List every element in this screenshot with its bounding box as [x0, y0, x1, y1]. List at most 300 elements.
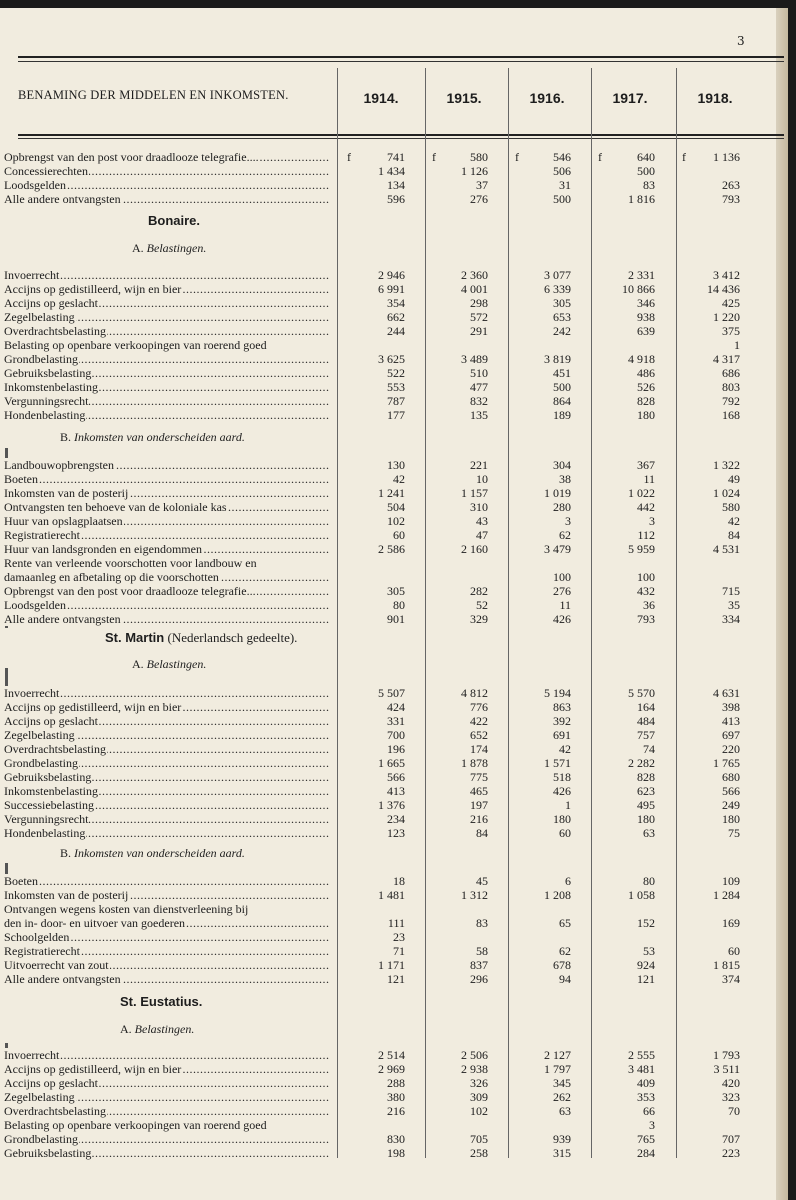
- value-cell: 425: [722, 296, 740, 310]
- value-cell: 510: [470, 366, 488, 380]
- value-cell: 100: [553, 570, 571, 584]
- document-page: [0, 8, 788, 1200]
- row-label: Belasting op openbare verkoopingen van roerend goed: [4, 1118, 267, 1132]
- value-cell: 465: [470, 784, 488, 798]
- row-label: Boeten .....: [4, 874, 330, 888]
- value-cell: 596: [387, 192, 405, 206]
- value-cell: 1 322: [713, 458, 740, 472]
- value-cell: 18: [393, 874, 405, 888]
- row-label: Zegelbelasting .....: [4, 728, 330, 742]
- row-label: Uitvoerrecht van zout .....: [4, 958, 330, 972]
- value-cell: 484: [637, 714, 655, 728]
- row-label: Opbrengst van den post voor draadlooze telegrafie.... .....: [4, 150, 330, 164]
- value-cell: 216: [387, 1104, 405, 1118]
- value-cell: 45: [476, 874, 488, 888]
- value-cell: 291: [470, 324, 488, 338]
- value-cell: 60: [728, 944, 740, 958]
- value-cell: 23: [393, 930, 405, 944]
- value-cell: 392: [553, 714, 571, 728]
- value-cell: 197: [470, 798, 488, 812]
- row-label: Huur van opslagplaatsen .....: [4, 514, 330, 528]
- value-cell: 2 160: [461, 542, 488, 556]
- value-cell: 422: [470, 714, 488, 728]
- subsection-heading: A. Belastingen.: [132, 657, 207, 671]
- value-cell: 864: [553, 394, 571, 408]
- value-cell: 234: [387, 812, 405, 826]
- row-label: Boeten .....: [4, 472, 330, 486]
- value-cell: 282: [470, 584, 488, 598]
- value-cell: 309: [470, 1090, 488, 1104]
- value-cell: 6 991: [378, 282, 405, 296]
- table-row: [0, 486, 788, 500]
- value-cell: 486: [637, 366, 655, 380]
- value-cell: 346: [637, 296, 655, 310]
- row-label: Inkomstenbelasting .....: [4, 380, 330, 394]
- value-cell: 180: [637, 408, 655, 422]
- row-label: Opbrengst van den post voor draadlooze telegrafie... .....: [4, 584, 330, 598]
- value-cell: 6 339: [544, 282, 571, 296]
- value-cell: 775: [470, 770, 488, 784]
- value-cell: 1 665: [378, 756, 405, 770]
- value-cell: 305: [553, 296, 571, 310]
- value-cell: 196: [387, 742, 405, 756]
- year-header-1914: 1914.: [363, 90, 399, 106]
- value-cell: 1: [734, 338, 740, 352]
- value-cell: 216: [470, 812, 488, 826]
- row-label: Ontvangen wegens kosten van dienstverleening bij: [4, 902, 249, 916]
- value-cell: 495: [637, 798, 655, 812]
- value-cell: 1 136: [713, 150, 740, 164]
- value-cell: 380: [387, 1090, 405, 1104]
- value-cell: 1 878: [461, 756, 488, 770]
- value-cell: 66: [643, 1104, 655, 1118]
- value-cell: 5 194: [544, 686, 571, 700]
- row-label: Registratierecht .....: [4, 944, 330, 958]
- value-cell: 242: [553, 324, 571, 338]
- value-cell: 43: [476, 514, 488, 528]
- row-label: Huur van landsgronden en eigendommen .....: [4, 542, 330, 556]
- value-cell: 2 938: [461, 1062, 488, 1076]
- value-cell: 1 024: [713, 486, 740, 500]
- table-row: [0, 458, 788, 472]
- row-label: Accijns op gedistilleerd, wijn en bier .....: [4, 1062, 330, 1076]
- value-cell: 276: [553, 584, 571, 598]
- row-label: Concessierechten .....: [4, 164, 330, 178]
- page-number: 3: [737, 34, 745, 48]
- value-cell: 74: [643, 742, 655, 756]
- value-cell: 1 312: [461, 888, 488, 902]
- value-cell: 1 126: [461, 164, 488, 178]
- value-cell: 1 208: [544, 888, 571, 902]
- value-cell: 938: [637, 310, 655, 324]
- table-row: [0, 714, 788, 728]
- column-header-label: BENAMING DER MIDDELEN EN INKOMSTEN.: [18, 88, 289, 102]
- value-cell: 14 436: [707, 282, 740, 296]
- header-bottom-rule: [18, 134, 784, 136]
- value-cell: 830: [387, 1132, 405, 1146]
- value-cell: 2 127: [544, 1048, 571, 1062]
- value-cell: 35: [728, 598, 740, 612]
- value-cell: 639: [637, 324, 655, 338]
- table-row: [0, 784, 788, 798]
- value-cell: 198: [387, 1146, 405, 1160]
- value-cell: 80: [643, 874, 655, 888]
- value-cell: 652: [470, 728, 488, 742]
- value-cell: 315: [553, 1146, 571, 1160]
- table-row: [0, 1076, 788, 1090]
- table-row: [0, 324, 788, 338]
- row-label: Ontvangsten ten behoeve van de koloniale kas .....: [4, 500, 330, 514]
- value-cell: 168: [722, 408, 740, 422]
- value-cell: 757: [637, 728, 655, 742]
- table-row: [0, 756, 788, 770]
- row-label: Schoolgelden .....: [4, 930, 330, 944]
- value-cell: 38: [559, 472, 571, 486]
- value-cell: 3 625: [378, 352, 405, 366]
- value-cell: 1 797: [544, 1062, 571, 1076]
- row-label: Alle andere ontvangsten .....: [4, 192, 330, 206]
- value-cell: 111: [387, 916, 405, 930]
- value-cell: 828: [637, 770, 655, 784]
- currency-symbol: f: [682, 150, 686, 164]
- value-cell: 1 571: [544, 756, 571, 770]
- value-cell: 221: [470, 458, 488, 472]
- value-cell: 500: [637, 164, 655, 178]
- value-cell: 662: [387, 310, 405, 324]
- value-cell: 680: [722, 770, 740, 784]
- table-row: [0, 826, 788, 840]
- value-cell: 3 412: [713, 268, 740, 282]
- value-cell: 837: [470, 958, 488, 972]
- value-cell: 174: [470, 742, 488, 756]
- row-label: Belasting op openbare verkoopingen van roerend goed: [4, 338, 267, 352]
- value-cell: 3: [565, 514, 571, 528]
- value-cell: 121: [637, 972, 655, 986]
- row-label: Hondenbelasting .....: [4, 408, 330, 422]
- value-cell: 100: [637, 570, 655, 584]
- row-label: Gebruiksbelasting .....: [4, 1146, 330, 1160]
- table-row: [0, 742, 788, 756]
- value-cell: 310: [470, 500, 488, 514]
- value-cell: 2 946: [378, 268, 405, 282]
- value-cell: 546: [553, 150, 571, 164]
- value-cell: 572: [470, 310, 488, 324]
- value-cell: 354: [387, 296, 405, 310]
- value-cell: 3: [649, 514, 655, 528]
- value-cell: 152: [637, 916, 655, 930]
- value-cell: 705: [470, 1132, 488, 1146]
- value-cell: 288: [387, 1076, 405, 1090]
- value-cell: 2 506: [461, 1048, 488, 1062]
- value-cell: 4 001: [461, 282, 488, 296]
- value-cell: 5 507: [378, 686, 405, 700]
- value-cell: 164: [637, 700, 655, 714]
- value-cell: 323: [722, 1090, 740, 1104]
- currency-symbol: f: [432, 150, 436, 164]
- table-row: [0, 944, 788, 958]
- value-cell: 180: [553, 812, 571, 826]
- value-cell: 451: [553, 366, 571, 380]
- table-row: [0, 556, 788, 570]
- value-cell: 220: [722, 742, 740, 756]
- value-cell: 263: [722, 178, 740, 192]
- row-label: Successiebelasting .....: [4, 798, 330, 812]
- value-cell: 304: [553, 458, 571, 472]
- table-row: [0, 570, 788, 584]
- value-cell: 65: [559, 916, 571, 930]
- value-cell: 426: [553, 784, 571, 798]
- table-row: [0, 178, 788, 192]
- value-cell: 715: [722, 584, 740, 598]
- table-row: [0, 472, 788, 486]
- value-cell: 691: [553, 728, 571, 742]
- row-label: Inkomsten van de posterij .....: [4, 486, 330, 500]
- value-cell: 1 376: [378, 798, 405, 812]
- value-cell: 305: [387, 584, 405, 598]
- row-label: Gebruiksbelasting .....: [4, 770, 330, 784]
- table-row: [0, 1132, 788, 1146]
- value-cell: 686: [722, 366, 740, 380]
- subsection-heading: A. Belastingen.: [132, 241, 207, 255]
- subsection-heading: B. Inkomsten van onderscheiden aard.: [60, 846, 245, 860]
- value-cell: 3 077: [544, 268, 571, 282]
- value-cell: 102: [387, 514, 405, 528]
- row-label: Inkomsten van de posterij .....: [4, 888, 330, 902]
- value-cell: 169: [722, 916, 740, 930]
- value-cell: 2 586: [378, 542, 405, 556]
- value-cell: 526: [637, 380, 655, 394]
- value-cell: 84: [728, 528, 740, 542]
- table-row: [0, 770, 788, 784]
- table-row: [0, 1048, 788, 1062]
- value-cell: 398: [722, 700, 740, 714]
- row-label: Accijns op gedistilleerd, wijn en bier .....: [4, 700, 330, 714]
- value-cell: 94: [559, 972, 571, 986]
- row-label: Zegelbelasting .....: [4, 1090, 330, 1104]
- value-cell: 60: [559, 826, 571, 840]
- value-cell: 793: [637, 612, 655, 626]
- row-label: Overdrachtsbelasting .....: [4, 1104, 330, 1118]
- value-cell: 4 317: [713, 352, 740, 366]
- row-label: Accijns op geslacht .....: [4, 1076, 330, 1090]
- value-cell: 1 022: [628, 486, 655, 500]
- value-cell: 6: [565, 874, 571, 888]
- value-cell: 700: [387, 728, 405, 742]
- value-cell: 375: [722, 324, 740, 338]
- value-cell: 334: [722, 612, 740, 626]
- value-cell: 121: [387, 972, 405, 986]
- value-cell: 63: [643, 826, 655, 840]
- row-label: Accijns op geslacht .....: [4, 714, 330, 728]
- value-cell: 326: [470, 1076, 488, 1090]
- value-cell: 518: [553, 770, 571, 784]
- value-cell: 135: [470, 408, 488, 422]
- value-cell: 765: [637, 1132, 655, 1146]
- row-label: damaanleg en afbetaling op die voorschotten .....: [4, 570, 330, 584]
- value-cell: 832: [470, 394, 488, 408]
- value-cell: 75: [728, 826, 740, 840]
- table-row: [0, 1146, 788, 1160]
- value-cell: 522: [387, 366, 405, 380]
- value-cell: 420: [722, 1076, 740, 1090]
- value-cell: 331: [387, 714, 405, 728]
- value-cell: 109: [722, 874, 740, 888]
- table-row: [0, 958, 788, 972]
- top-rule-thin: [18, 61, 784, 62]
- value-cell: 284: [637, 1146, 655, 1160]
- value-cell: 2 514: [378, 1048, 405, 1062]
- value-cell: 1 171: [378, 958, 405, 972]
- year-header-1915: 1915.: [446, 90, 482, 106]
- table-row: [0, 352, 788, 366]
- value-cell: 413: [722, 714, 740, 728]
- value-cell: 244: [387, 324, 405, 338]
- value-cell: 180: [637, 812, 655, 826]
- table-row: [0, 192, 788, 206]
- value-cell: 580: [470, 150, 488, 164]
- table-row: [0, 700, 788, 714]
- row-label: Landbouwopbrengsten .....: [4, 458, 330, 472]
- year-header-1917: 1917.: [612, 90, 648, 106]
- value-cell: 2 969: [378, 1062, 405, 1076]
- value-cell: 63: [559, 1104, 571, 1118]
- value-cell: 367: [637, 458, 655, 472]
- table-row: [0, 972, 788, 986]
- row-label: Overdrachtsbelasting .....: [4, 742, 330, 756]
- value-cell: 53: [643, 944, 655, 958]
- value-cell: 276: [470, 192, 488, 206]
- value-cell: 793: [722, 192, 740, 206]
- value-cell: 180: [722, 812, 740, 826]
- table-row: [0, 1062, 788, 1076]
- value-cell: 3 489: [461, 352, 488, 366]
- table-row: [0, 874, 788, 888]
- value-cell: 566: [722, 784, 740, 798]
- value-cell: 1 284: [713, 888, 740, 902]
- value-cell: 2 282: [628, 756, 655, 770]
- value-cell: 707: [722, 1132, 740, 1146]
- value-cell: 1 220: [713, 310, 740, 324]
- value-cell: 353: [637, 1090, 655, 1104]
- value-cell: 678: [553, 958, 571, 972]
- value-cell: 3: [649, 1118, 655, 1132]
- row-label: Loodsgelden .....: [4, 598, 330, 612]
- value-cell: 653: [553, 310, 571, 324]
- table-row: [0, 798, 788, 812]
- value-cell: 83: [643, 178, 655, 192]
- value-cell: 442: [637, 500, 655, 514]
- value-cell: 2 331: [628, 268, 655, 282]
- year-header-1916: 1916.: [529, 90, 565, 106]
- value-cell: 1 765: [713, 756, 740, 770]
- header-bottom-rule-thin: [18, 138, 784, 139]
- value-cell: 10 866: [622, 282, 655, 296]
- row-label: Zegelbelasting .....: [4, 310, 330, 324]
- value-cell: 42: [559, 742, 571, 756]
- row-label: den in- door- en uitvoer van goederen .....: [4, 916, 330, 930]
- value-cell: 1 793: [713, 1048, 740, 1062]
- row-label: Accijns op gedistilleerd, wijn en bier .....: [4, 282, 330, 296]
- value-cell: 1 434: [378, 164, 405, 178]
- value-cell: 280: [553, 500, 571, 514]
- value-cell: 42: [728, 514, 740, 528]
- value-cell: 500: [553, 380, 571, 394]
- value-cell: 2 555: [628, 1048, 655, 1062]
- value-cell: 787: [387, 394, 405, 408]
- value-cell: 112: [637, 528, 655, 542]
- table-row: [0, 612, 788, 626]
- value-cell: 504: [387, 500, 405, 514]
- row-label: Rente van verleende voorschotten voor landbouw en: [4, 556, 257, 570]
- value-cell: 62: [559, 944, 571, 958]
- table-row: [0, 542, 788, 556]
- value-cell: 828: [637, 394, 655, 408]
- value-cell: 477: [470, 380, 488, 394]
- value-cell: 1 157: [461, 486, 488, 500]
- value-cell: 11: [643, 472, 655, 486]
- value-cell: 10: [476, 472, 488, 486]
- value-cell: 52: [476, 598, 488, 612]
- value-cell: 424: [387, 700, 405, 714]
- value-cell: 11: [559, 598, 571, 612]
- value-cell: 623: [637, 784, 655, 798]
- value-cell: 640: [637, 150, 655, 164]
- value-cell: 345: [553, 1076, 571, 1090]
- row-label: Grondbelasting .....: [4, 756, 330, 770]
- table-row: [0, 584, 788, 598]
- row-label: Invoerrecht .....: [4, 686, 330, 700]
- value-cell: 2 360: [461, 268, 488, 282]
- table-row: [0, 1118, 788, 1132]
- row-label: Alle andere ontvangsten .....: [4, 612, 330, 626]
- section-heading: St. Eustatius.: [120, 994, 203, 1009]
- table-row: [0, 282, 788, 296]
- table-row: [0, 916, 788, 930]
- table-row: [0, 310, 788, 324]
- value-cell: 5 570: [628, 686, 655, 700]
- value-cell: 3 479: [544, 542, 571, 556]
- value-cell: 84: [476, 826, 488, 840]
- value-cell: 249: [722, 798, 740, 812]
- value-cell: 1 815: [713, 958, 740, 972]
- value-cell: 3 819: [544, 352, 571, 366]
- value-cell: 553: [387, 380, 405, 394]
- section-heading: Bonaire.: [148, 213, 201, 228]
- value-cell: 223: [722, 1146, 740, 1160]
- value-cell: 426: [553, 612, 571, 626]
- row-label: Loodsgelden .....: [4, 178, 330, 192]
- value-cell: 792: [722, 394, 740, 408]
- value-cell: 296: [470, 972, 488, 986]
- value-cell: 83: [476, 916, 488, 930]
- table-row: [0, 296, 788, 310]
- value-cell: 4 631: [713, 686, 740, 700]
- row-label: Invoerrecht .....: [4, 1048, 330, 1062]
- value-cell: 258: [470, 1146, 488, 1160]
- value-cell: 80: [393, 598, 405, 612]
- value-cell: 36: [643, 598, 655, 612]
- table-row: [0, 500, 788, 514]
- row-label: Invoerrecht .....: [4, 268, 330, 282]
- value-cell: 189: [553, 408, 571, 422]
- table-row: [0, 394, 788, 408]
- value-cell: 580: [722, 500, 740, 514]
- value-cell: 741: [387, 150, 405, 164]
- value-cell: 697: [722, 728, 740, 742]
- row-label: Registratierecht .....: [4, 528, 330, 542]
- value-cell: 130: [387, 458, 405, 472]
- table-row: [0, 268, 788, 282]
